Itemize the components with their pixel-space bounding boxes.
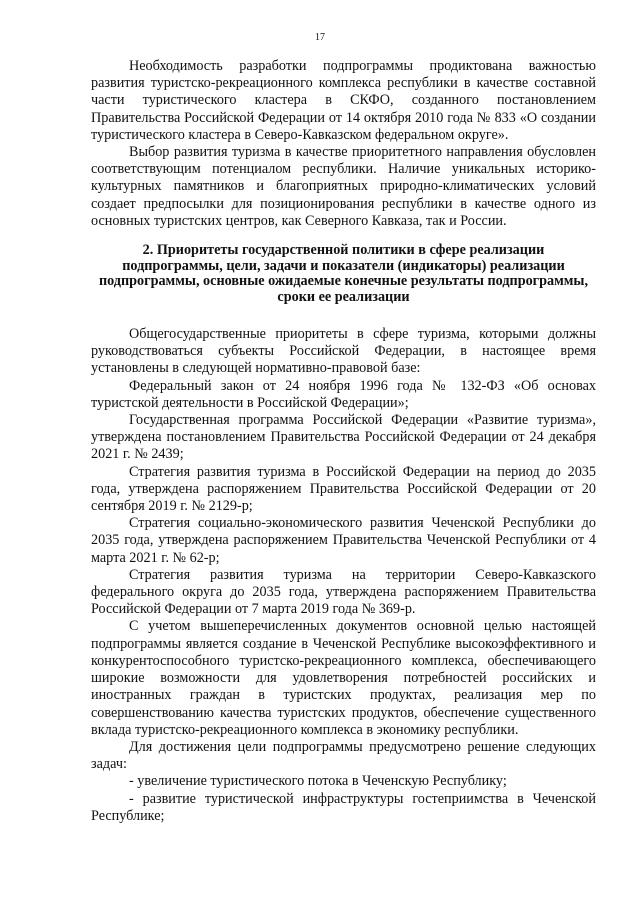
paragraph-tourism-cluster: Необходимость разработки подпрограммы продиктована важностью развития туристско-рекреационного комплекса республики в качестве составной части туристического кластера в СКФО, созданного постановлением Правительства Российской Федерации от 14 октября 2010 года № 833 «О создании туристического кластера в Северо-Кавказском федеральном округе».: [91, 58, 596, 143]
paragraph-tasks-intro: Для достижения цели подпрограммы предусмотрено решение следующих задач:: [91, 738, 596, 773]
paragraph-tourism-strategy-rf: Стратегия развития туризма в Российской Федерации на период до 2035 года, утверждена распоряжением Правительства Российской Федерации от 20 сентября 2019 г. № 2129-р;: [91, 463, 596, 515]
paragraph-priorities-intro: Общегосударственные приоритеты в сфере туризма, которыми должны руководствоваться субъекты Российской Федерации, в настоящее время установлены в следующей нормативно-правовой базе:: [91, 326, 596, 377]
paragraph-state-program: Государственная программа Российской Федерации «Развитие туризма», утверждена постановлением Правительства Российской Федерации от 24 декабря 2021 г. № 2439;: [91, 412, 596, 463]
page-number: 17: [315, 32, 325, 43]
task-item: - развитие туристической инфраструктуры гостеприимства в Чеченской Республике;: [91, 790, 596, 824]
paragraph-main-goal: С учетом вышеперечисленных документов основной целью настоящей подпрограммы является создание в Чеченской Республике высокоэффективного и конкурентоспособного туристско-рекреационного комплекса, обеспечивающего широкие возможности для удовлетворения потребностей российских и иностранных граждан в туристских продуктах, реализация мер по совершенствованию качества туристских продуктов, обеспечение существенного вклада туристско-рекреационного комплекса в экономику республики.: [91, 618, 596, 738]
paragraph-skfo-strategy: Стратегия развития туризма на территории Северо-Кавказского федерального округа до 2035 года, утверждена распоряжением Правительства Российской Федерации от 7 марта 2019 года № 369-р.: [91, 566, 596, 618]
document-body: [91, 58, 596, 825]
paragraph-federal-law: Федеральный закон от 24 ноября 1996 года № 132-ФЗ «Об основах туристской деятельности в Российской Федерации»;: [91, 377, 596, 411]
section-heading: 2. Приоритеты государственной политики в сфере реализации подпрограммы, цели, задачи и показатели (индикаторы) реализации подпрограммы, основные ожидаемые конечные результаты подпрограммы, сроки ее реализации: [98, 242, 589, 305]
paragraph-chechen-strategy: Стратегия социально-экономического развития Чеченской Республики до 2035 года, утверждена распоряжением Правительства Чеченской Республики от 4 марта 2021 г. № 62-р;: [91, 515, 596, 566]
task-item: - увеличение туристического потока в Чеченскую Республику;: [129, 773, 507, 790]
paragraph-tourism-priority: Выбор развития туризма в качестве приоритетного направления обусловлен соответствующим потенциалом республики. Наличие уникальных историко-культурных памятников и благоприятных природно-климатических условий создает предпосылки для позиционирования республики в качестве одного из основных туристских центров, как Северного Кавказа, так и России.: [91, 144, 596, 229]
